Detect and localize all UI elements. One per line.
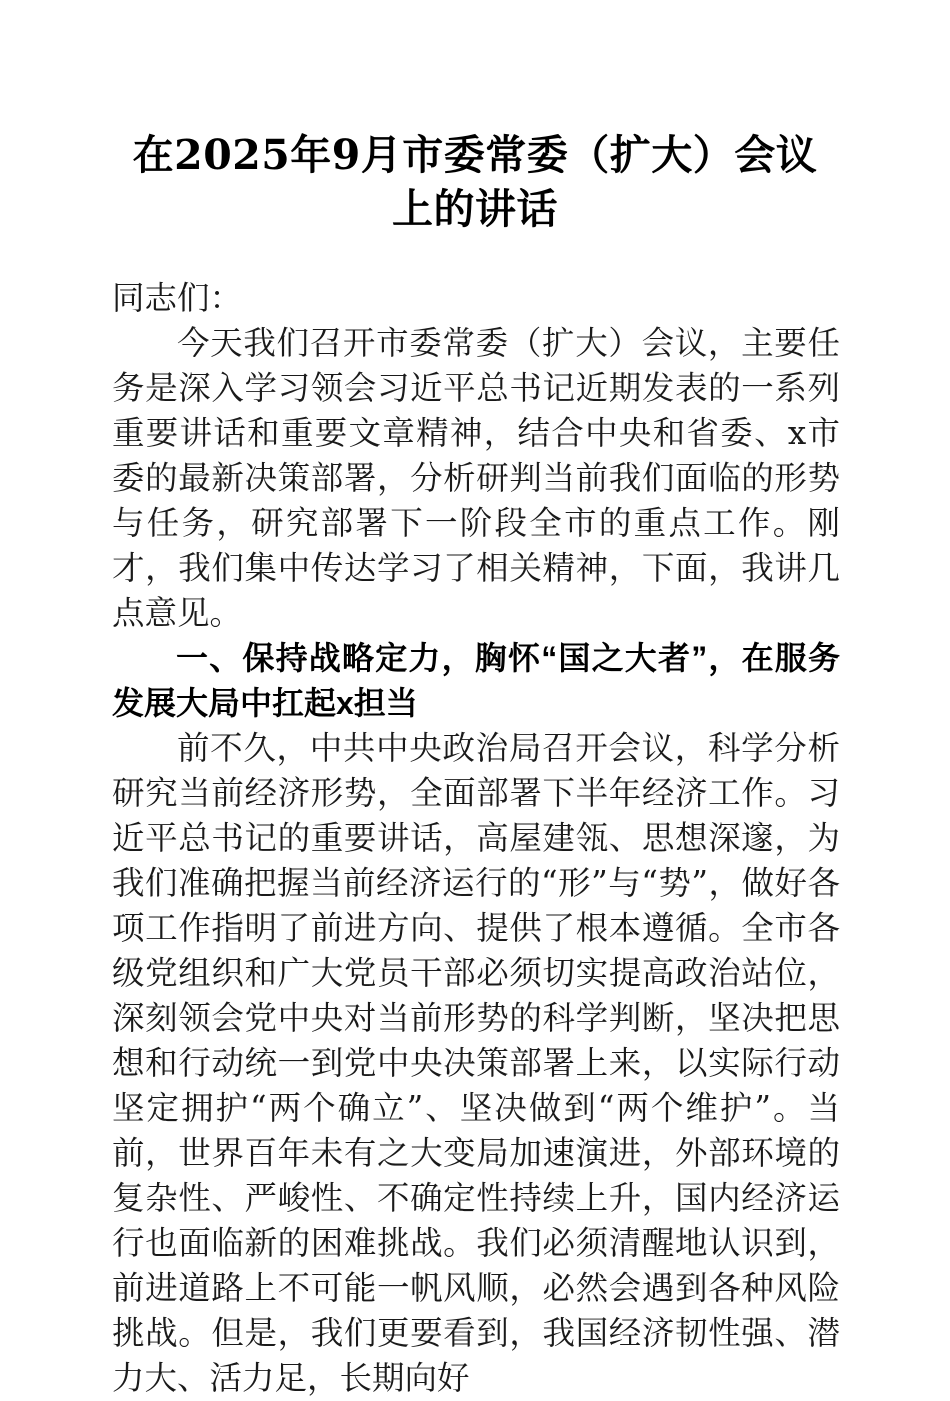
salutation-line: 同志们： xyxy=(112,279,243,317)
section-one-paragraph: 前不久，中共中央政治局召开会议，科学分析研究当前经济形势，全面部署下半年经济工作。习近平总书记的重要讲话，高屋建瓴、思想深邃，为我们准确把握当前经济运行的“形”与“势”，做好各项工作指明了前进方向、提供了根本遵循。全市各级党组织和广大党员干部必须切实提高政治站位，深刻领会党中央对当前形势的科学判断，坚决把思想和行动统一到党中央决策部署上来，以实际行动坚定拥护“两个确立”、坚决做到“两个维护”。当前，世界百年未有之大变局加速演进，外部环境的复杂性、严峻性、不确定性持续上升，国内经济运行也面临新的困难挑战。我们必须清醒地认识到，前进道路上不可能一帆风顺，必然会遇到各种风险挑战。但是，我们更要看到，我国经济韧性强、潜力大、活力足，长期向好 xyxy=(112,729,840,1397)
section-heading-one: 一、保持战略定力，胸怀“国之大者”，在服务发展大局中扛起x担当 xyxy=(112,640,840,721)
document-body xyxy=(112,276,840,1401)
opening-paragraph: 今天我们召开市委常委（扩大）会议，主要任务是深入学习领会习近平总书记近期发表的一系列重要讲话和重要文章精神，结合中央和省委、x市委的最新决策部署，分析研判当前我们面临的形势与任务，研究部署下一阶段全市的重点工作。刚才，我们集中传达学习了相关精神，下面，我讲几点意见。 xyxy=(112,324,840,632)
document-title: 在2025年9月市委常委（扩大）会议上的讲话 xyxy=(132,131,818,233)
